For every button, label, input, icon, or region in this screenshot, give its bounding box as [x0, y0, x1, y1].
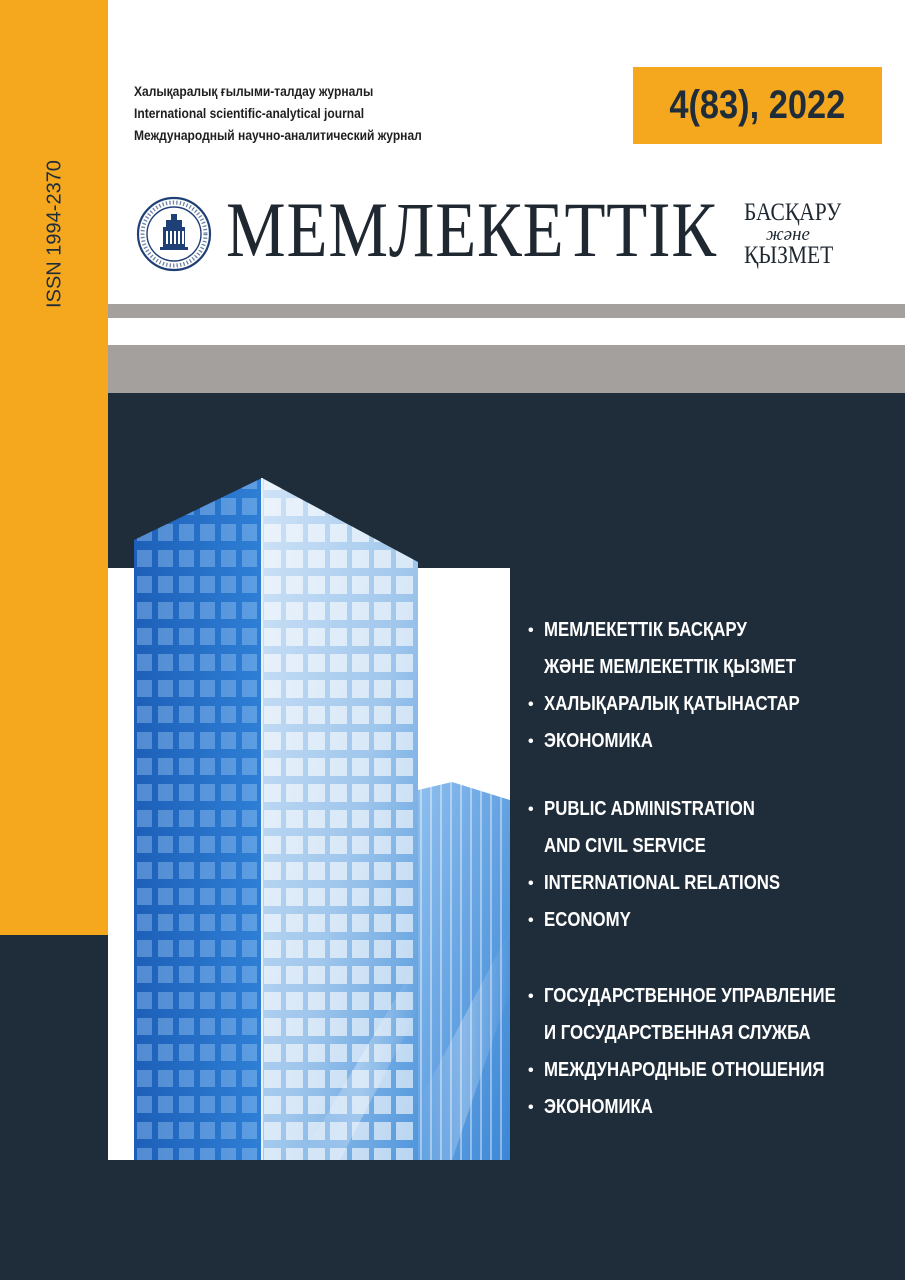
bullet-dot: •: [528, 1099, 534, 1116]
topic-text: МЕМЛЕКЕТТІК БАСҚАРУ: [544, 619, 747, 641]
topic-text: ХАЛЫҚАРАЛЫҚ ҚАТЫНАСТАР: [544, 693, 800, 715]
journal-type-kazakh: Халықаралық ғылыми-талдау журналы: [134, 83, 374, 99]
journal-type-russian: Международный научно-аналитический журнал: [134, 127, 422, 143]
topic-text: PUBLIC ADMINISTRATION: [544, 798, 755, 820]
subtitle-line-2: және: [766, 224, 810, 245]
topic-text: И ГОСУДАРСТВЕННАЯ СЛУЖБА: [544, 1022, 811, 1044]
bullet-dot: •: [528, 875, 534, 892]
journal-title: МЕМЛЕКЕТТІК: [226, 186, 717, 273]
topic-text: ЭКОНОМИКА: [544, 730, 653, 752]
topic-text: ЖӘНЕ МЕМЛЕКЕТТІК ҚЫЗМЕТ: [544, 656, 796, 678]
bullet-dot: •: [528, 912, 534, 929]
bullet-dot: •: [528, 1062, 534, 1079]
bullet-dot: •: [528, 622, 534, 639]
issn-label: ISSN 1994-2370: [43, 160, 66, 308]
topic-text: ГОСУДАРСТВЕННОЕ УПРАВЛЕНИЕ: [544, 985, 836, 1007]
bullet-dot: •: [528, 988, 534, 1005]
topic-text: ECONOMY: [544, 909, 631, 931]
topic-text: INTERNATIONAL RELATIONS: [544, 872, 781, 894]
topic-text: ЭКОНОМИКА: [544, 1096, 653, 1118]
issue-number: 4(83), 2022: [669, 83, 846, 127]
subtitle-line-1: БАСҚАРУ: [744, 199, 842, 226]
journal-type-english: International scientific-analytical journal: [134, 105, 365, 121]
topic-text: МЕЖДУНАРОДНЫЕ ОТНОШЕНИЯ: [544, 1059, 825, 1081]
topic-text: AND CIVIL SERVICE: [544, 835, 706, 857]
bullet-dot: •: [528, 696, 534, 713]
bullet-dot: •: [528, 733, 534, 750]
subtitle-line-3: ҚЫЗМЕТ: [744, 242, 834, 269]
bullet-dot: •: [528, 801, 534, 818]
